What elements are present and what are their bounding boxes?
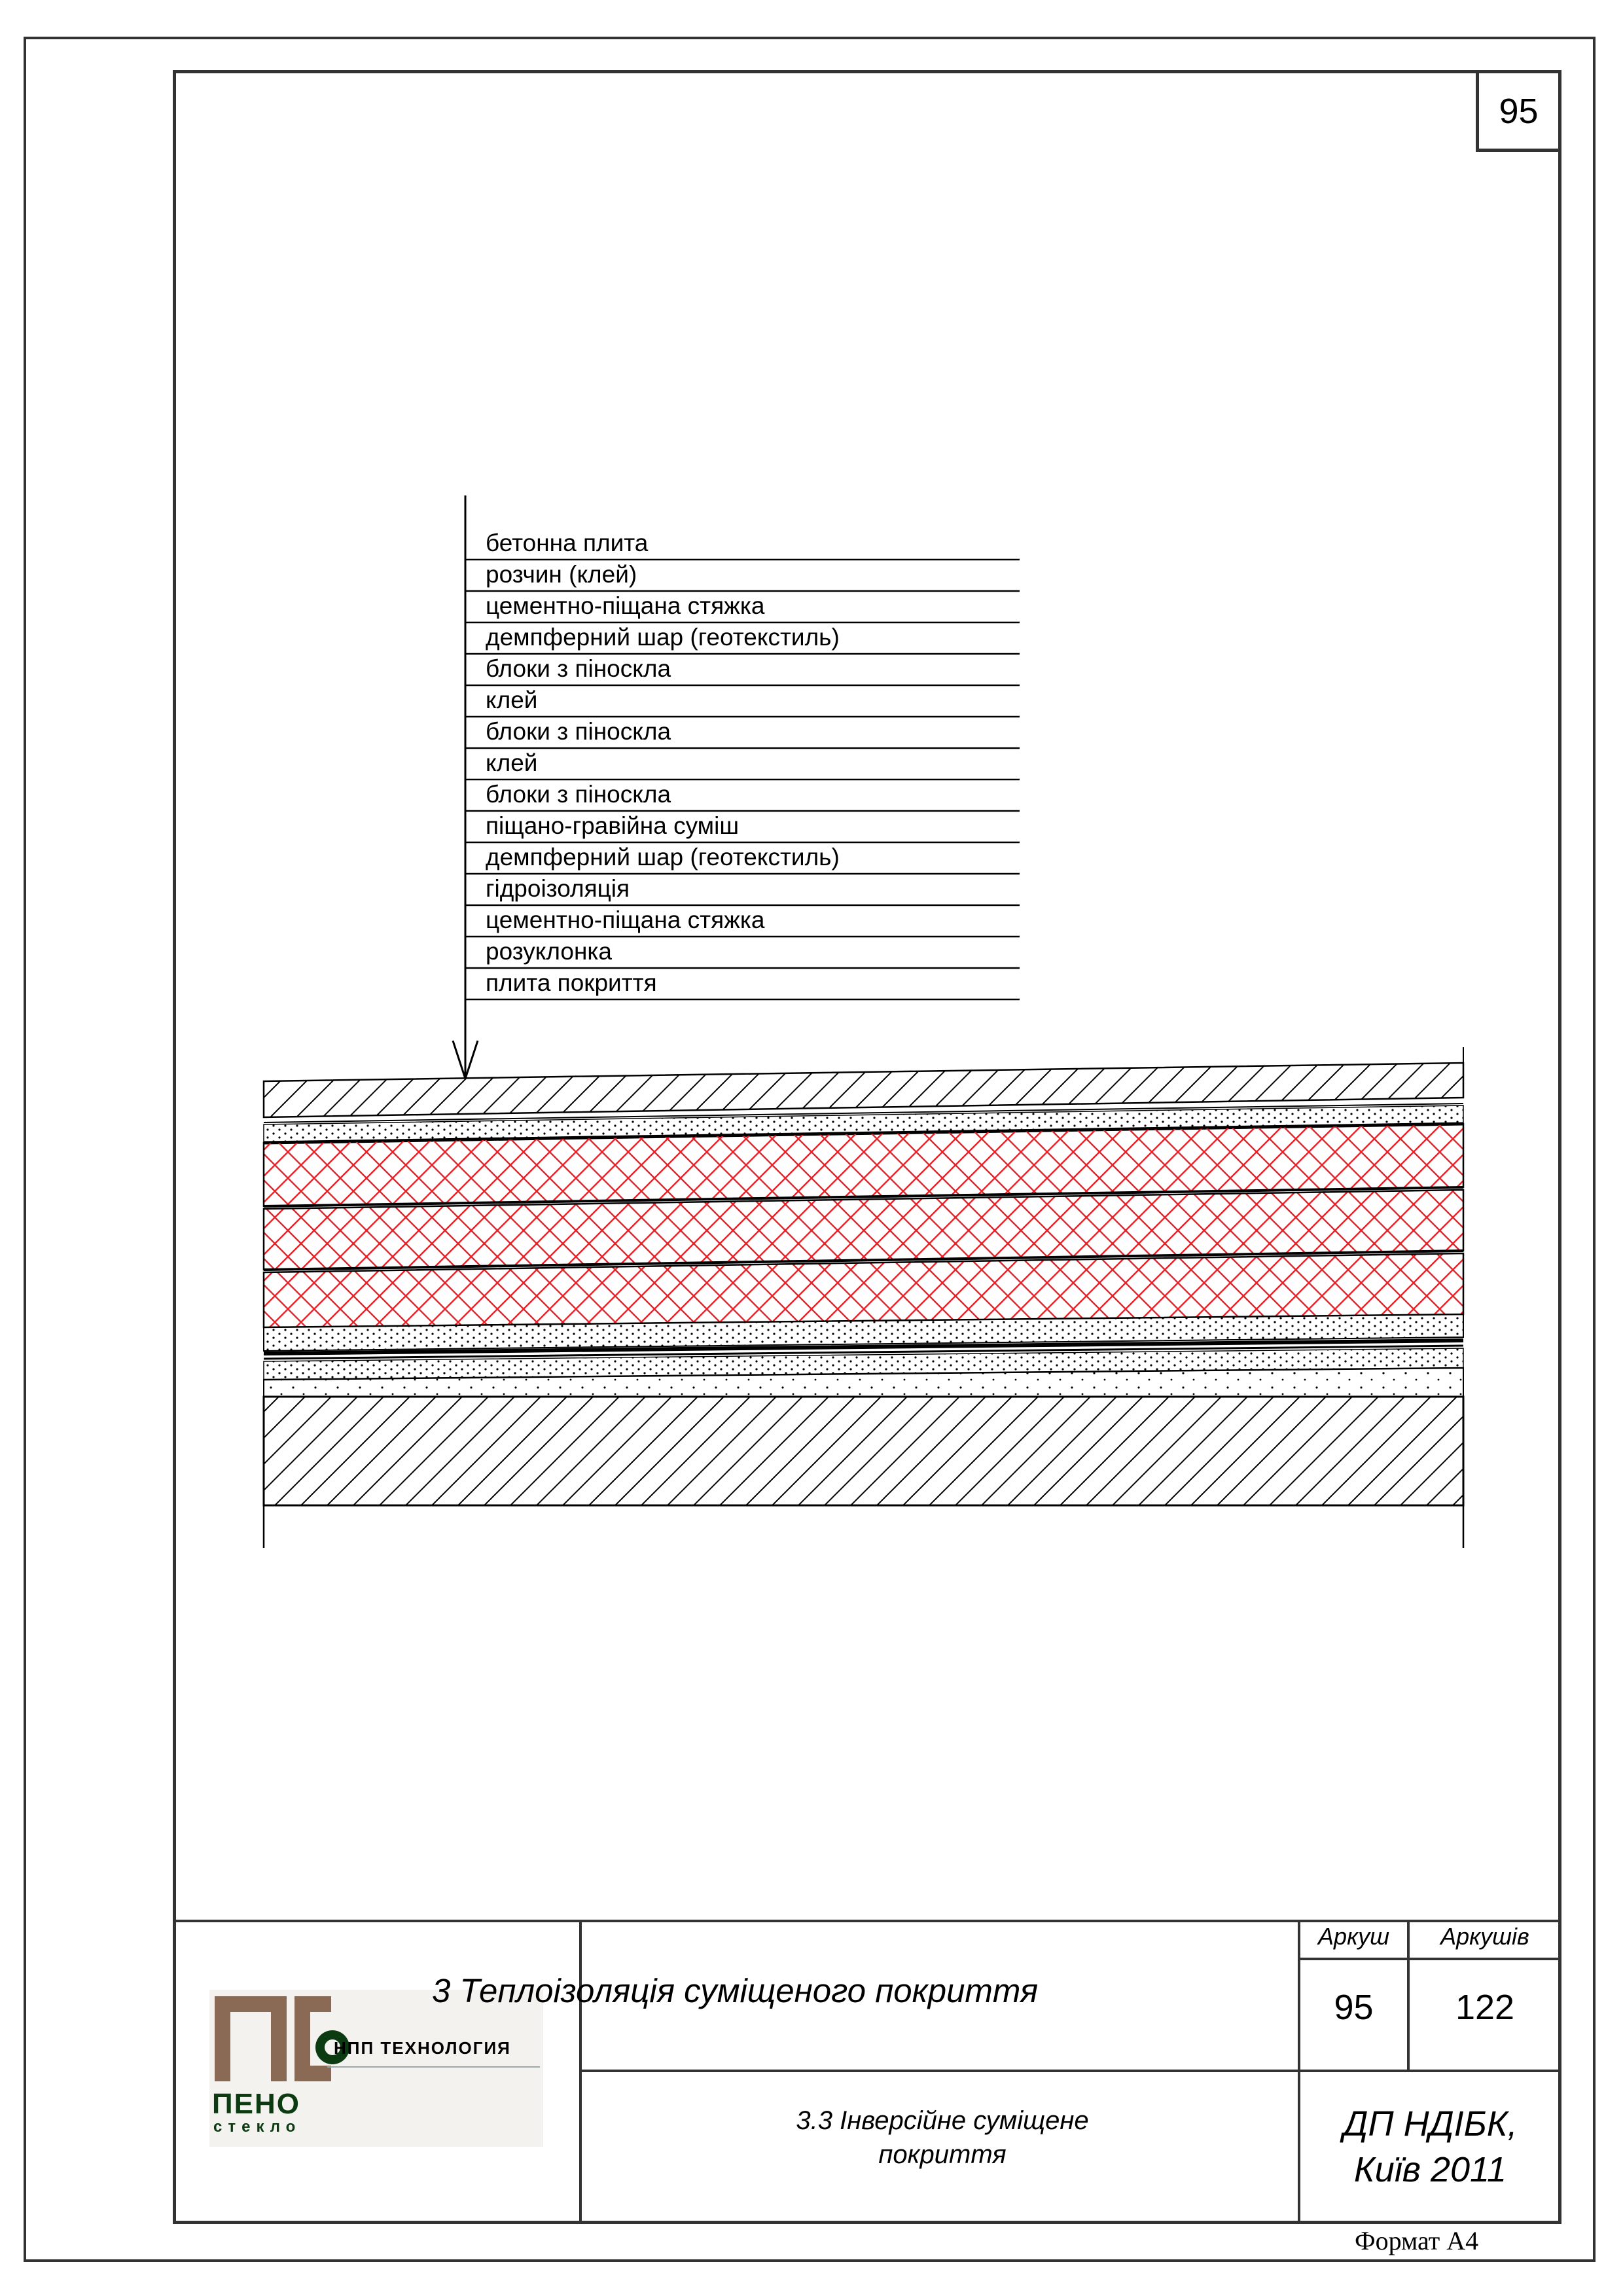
legend-item: блоки з піноскла	[486, 781, 671, 808]
legend-item: клей	[486, 749, 538, 776]
legend-item: цементно-піщана стяжка	[486, 592, 765, 619]
sheet-label: Аркуш	[1318, 1923, 1389, 1950]
legend-item: плита покриття	[486, 969, 657, 996]
sheets-label: Аркушів	[1440, 1923, 1529, 1950]
section-layers	[264, 1047, 1463, 1548]
sub-title-line1: 3.3 Інверсійне суміщене	[796, 2106, 1089, 2135]
legend-item: клей	[486, 687, 538, 713]
sheet-value: 95	[1334, 1988, 1374, 2027]
legend-item: демпферний шар (геотекстиль)	[486, 624, 840, 651]
sheet-number: 95	[1476, 70, 1561, 152]
legend-item: демпферний шар (геотекстиль)	[486, 844, 840, 870]
org-line2: Київ 2011	[1353, 2150, 1507, 2189]
roof-slab-layer	[264, 1397, 1463, 1505]
legend-item: блоки з піноскла	[486, 718, 671, 745]
logo-company: НПП ТЕХНОЛОГИЯ	[334, 2038, 511, 2058]
legend-item: гідроізоляція	[486, 875, 630, 902]
legend-item: розуклонка	[486, 938, 612, 965]
logo-word2: стекло	[213, 2118, 302, 2136]
sub-title-line2: покриття	[878, 2140, 1007, 2169]
sub-title	[582, 2104, 1302, 2172]
legend-item: бетонна плита	[486, 529, 649, 556]
org-line1: ДП НДІБК,	[1343, 2104, 1518, 2144]
leader-arrow-right	[465, 1041, 478, 1079]
organization	[1299, 2101, 1561, 2193]
legend-item: розчин (клей)	[486, 561, 637, 588]
format-label: Формат А4	[1355, 2226, 1479, 2255]
sheets-total: 122	[1455, 1988, 1515, 2027]
legend-item: цементно-піщана стяжка	[486, 906, 765, 933]
legend-item: блоки з піноскла	[486, 655, 671, 682]
company-logo	[209, 1990, 543, 2147]
logo-word1: ПЕНО	[212, 2088, 300, 2120]
main-title: 3 Теплоізоляція суміщеного покриття	[432, 1972, 1039, 2009]
legend-item: піщано-гравійна суміш	[486, 812, 740, 839]
leader-arrow-left	[453, 1041, 465, 1079]
